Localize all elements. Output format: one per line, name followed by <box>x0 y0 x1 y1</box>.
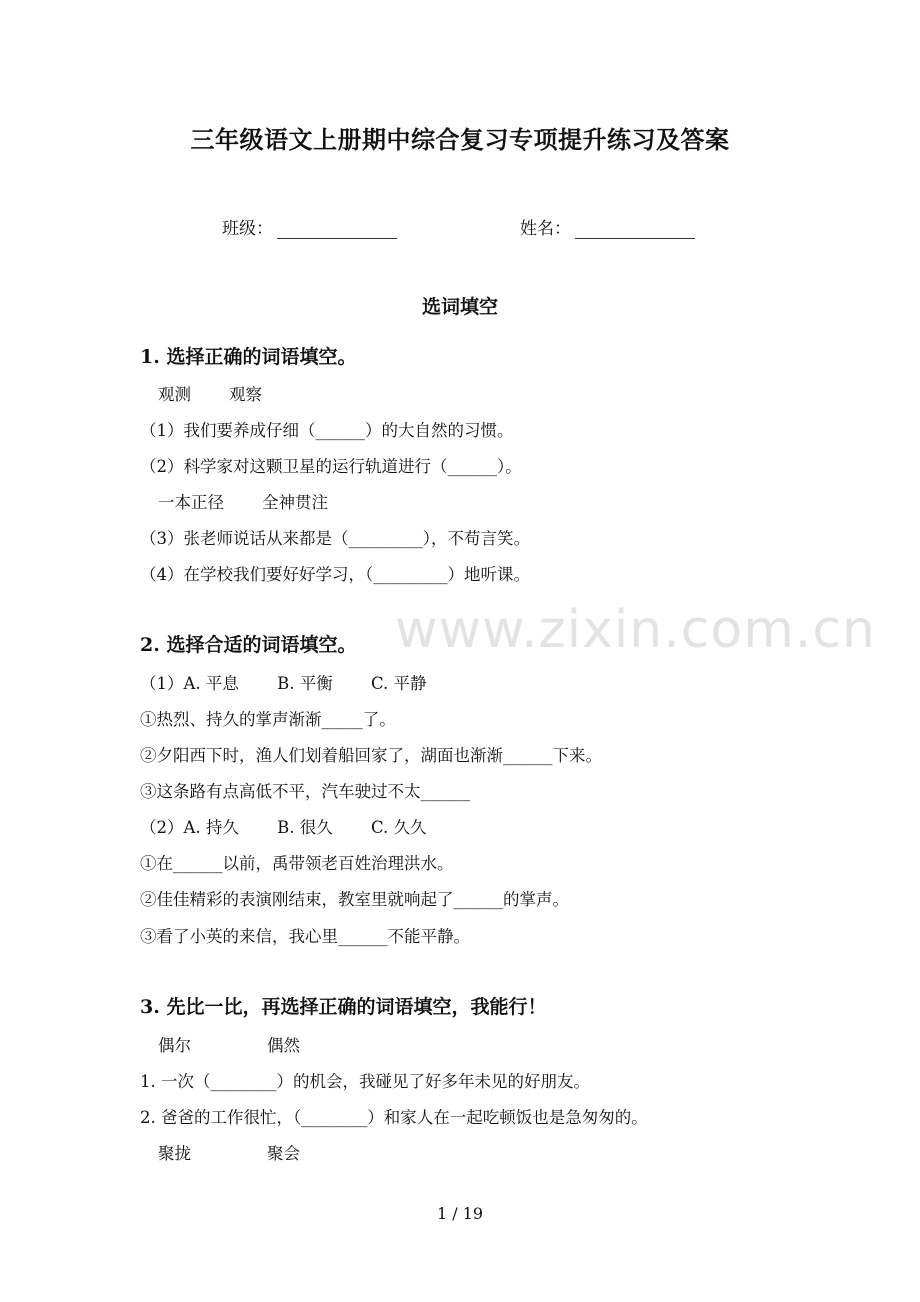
word-option: 一本正径 <box>158 493 224 512</box>
q2-options-1: （1）A. 平息 B. 平衡 C. 平静 <box>140 674 427 693</box>
document-title: 三年级语文上册期中综合复习专项提升练习及答案 <box>190 125 730 154</box>
q3-word-bank-b <box>158 1143 300 1165</box>
q1-line-3: （3）张老师说话从来都是（_________），不苟言笑。 <box>140 529 530 548</box>
name-field <box>520 214 695 239</box>
word-option: 聚拢 <box>158 1144 191 1163</box>
page-number: 1 / 19 <box>436 1204 484 1223</box>
q2-line-4: ①在______以前，禹带领老百姓治理洪水。 <box>140 854 454 873</box>
watermark: www.zixin.com.cn <box>395 600 876 660</box>
q3-line-1: 1. 一次（________）的机会，我碰见了好多年未见的好朋友。 <box>140 1072 590 1091</box>
q2-line-3: ③这条路有点高低不平，汽车驶过不太______ <box>140 782 470 801</box>
section-title: 选词填空 <box>421 296 498 318</box>
word-option: 观察 <box>229 385 262 404</box>
word-option: 偶然 <box>267 1036 300 1055</box>
q2-options-2: （2）A. 持久 B. 很久 C. 久久 <box>140 818 427 837</box>
word-option: 全神贯注 <box>262 493 328 512</box>
name-label: 姓名： <box>520 219 571 239</box>
q1-word-bank-b <box>158 492 328 514</box>
word-option: 聚会 <box>267 1144 300 1163</box>
question-2-heading: 2. 选择合适的词语填空。 <box>140 634 357 656</box>
q1-line-2: （2）科学家对这颗卫星的运行轨道进行（______）。 <box>140 457 522 476</box>
class-blank <box>277 220 397 239</box>
q1-line-4: （4）在学校我们要好好学习，（_________）地听课。 <box>140 565 530 584</box>
q2-line-6: ③看了小英的来信，我心里______不能平静。 <box>140 927 470 946</box>
class-label: 班级： <box>222 219 273 239</box>
q1-line-1: （1）我们要养成仔细（______）的大自然的习惯。 <box>140 421 514 440</box>
q1-word-bank-a <box>158 384 262 406</box>
class-field <box>222 214 397 239</box>
name-blank <box>575 220 695 239</box>
q2-line-2: ②夕阳西下时，渔人们划着船回家了，湖面也渐渐______下来。 <box>140 746 602 765</box>
question-3-heading: 3. 先比一比，再选择正确的词语填空，我能行！ <box>140 996 547 1018</box>
word-option: 偶尔 <box>158 1036 191 1055</box>
word-option: 观测 <box>158 385 191 404</box>
question-1-heading: 1. 选择正确的词语填空。 <box>140 346 357 368</box>
q2-line-1: ①热烈、持久的掌声渐渐_____了。 <box>140 710 396 729</box>
q3-word-bank-a <box>158 1035 300 1057</box>
q2-line-5: ②佳佳精彩的表演刚结束，教室里就响起了______的掌声。 <box>140 890 569 909</box>
q3-line-2: 2. 爸爸的工作很忙，（________）和家人在一起吃顿饭也是急匆匆的。 <box>140 1108 648 1127</box>
